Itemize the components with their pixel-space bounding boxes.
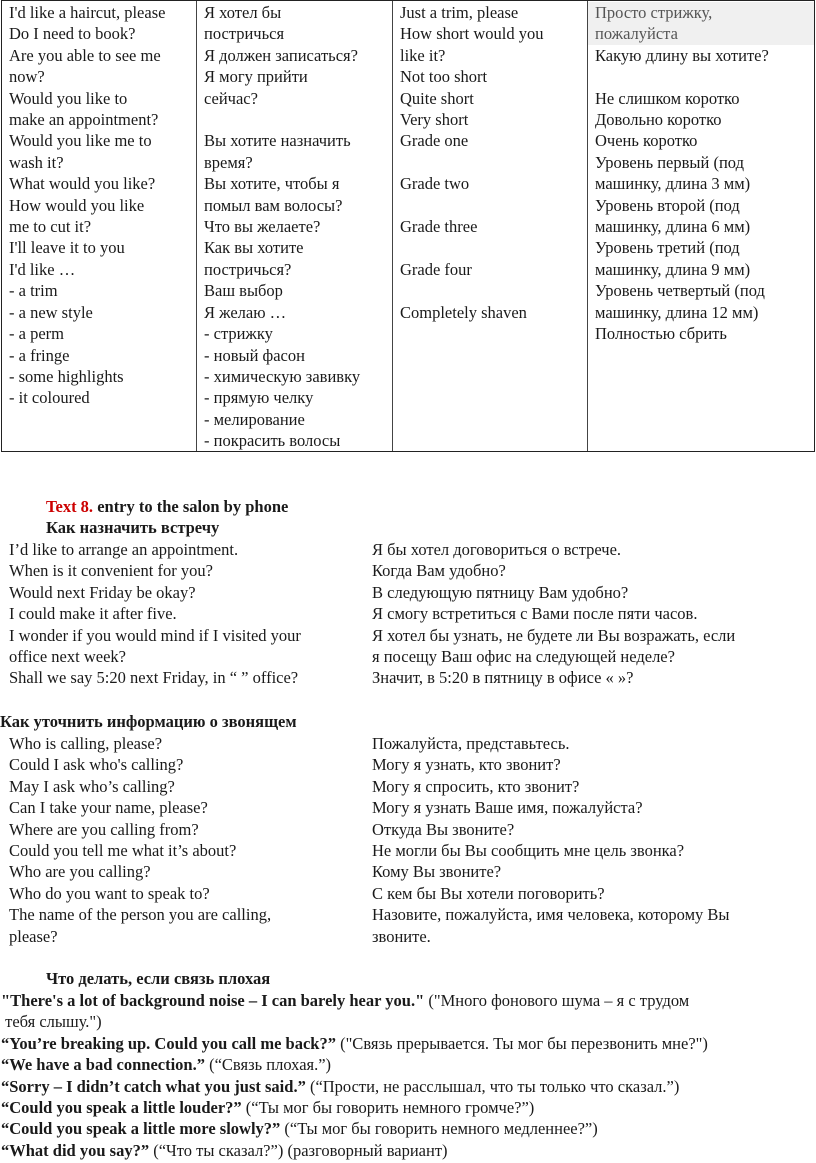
table-cell-line: Я хотел бы [204,3,282,22]
table-cell-line: - покрасить волосы [204,431,341,451]
table-cell-line: - прямую челку [204,388,314,408]
bad-connection-heading: Что делать, если связь плохая [46,969,271,988]
table-cell-line: I'd like a haircut, please [9,3,166,22]
table-cell-line: How would you like [9,195,145,215]
table-cell-line: - a perm [9,324,64,344]
table-cell-line: Not too short [400,67,488,87]
list-item [1,1054,708,1075]
table-cell-line [400,152,587,173]
phrase-english: “What did you say?” [1,1140,150,1160]
table-cell-line: Что вы желаете? [204,217,321,237]
table-cell-line: Just a trim, please [400,3,519,22]
table-cell-line: Не слишком коротко [595,88,740,108]
table-cell-line: Ваш выбор [204,281,283,301]
caller-heading: Как уточнить информацию о звонящем [0,712,297,731]
phrase-russian: Я бы хотел договориться о встрече. [372,540,622,559]
table-cell-line: Would you like to [9,88,128,108]
phrase-english: Could you tell me what it’s about? [9,841,237,861]
list-item [1,990,708,1011]
table-cell-line: now? [9,67,45,87]
table-cell-line: Как вы хотите [204,238,304,258]
phrase-english: Where are you calling from? [9,819,199,839]
table-cell-line: What would you like? [9,174,156,194]
table-cell-line: Уровень первый (под [595,152,744,172]
table-cell-line [204,109,392,130]
table-cell-line: машинку, длина 6 мм) [595,217,751,237]
phrase-english: Could I ask who's calling? [9,755,184,775]
phrase-russian: Могу я спросить, кто звонит? [372,776,580,796]
table-cell-line: I'll leave it to you [9,238,125,258]
phrase-english: Who are you calling? [9,862,151,882]
table-cell-line: - a fringe [9,345,70,365]
table-cell-line: Grade three [400,217,478,237]
table-col-russian-answers [588,1,814,451]
phrase-russian: Я хотел бы узнать, не будете ли Вы возражать, если [372,625,736,645]
table-cell-line: Completely shaven [400,302,527,322]
table-cell-line: Просто стрижку, [595,3,713,22]
phrase-russian: (“Что ты сказал?”) (разговорный вариант) [149,1140,448,1160]
table-cell-line: Quite short [400,88,474,108]
table-cell-line: Вы хотите назначить [204,131,351,151]
table-cell-line: Я должен записаться? [204,45,358,65]
table-cell-line: машинку, длина 9 мм) [595,259,751,279]
list-item [1,1118,708,1139]
phrase-russian: ("Много фонового шума – я с трудом [424,991,690,1010]
phrase-russian: (“Ты мог бы говорить немного громче?”) [241,1098,535,1118]
table-cell-line: Do I need to book? [9,24,136,44]
table-cell-line: - a trim [9,281,58,301]
table-cell-line: Grade two [400,174,470,194]
section-title-text: entry to the salon by phone [93,497,289,516]
table-cell-line: - мелирование [204,409,305,429]
table-cell-line: машинку, длина 3 мм) [595,174,751,194]
table-cell-line: Very short [400,110,469,130]
phrase-english: “Could you speak a little louder?” [1,1098,242,1118]
phrase-russian: Могу я узнать, кто звонит? [372,755,561,775]
phrase-russian: Назовите, пожалуйста, имя человека, которому Вы [372,905,730,925]
text-number-label: Text 8. [46,497,94,516]
phrase-english: Can I take your name, please? [9,798,208,818]
table-cell-line: Уровень третий (под [595,238,740,258]
phrase-russian: Не могли бы Вы сообщить мне цель звонка? [372,841,685,861]
phrase-table [1,0,815,452]
phrase-russian: Я смогу встретиться с Вами после пяти часов. [372,604,698,624]
table-col-russian-questions [197,1,393,451]
phrase-russian: тебя слышу.") [5,1012,102,1032]
table-cell-line: Grade one [400,131,469,151]
table-cell-line: сейчас? [204,88,258,108]
phrase-english: May I ask who’s calling? [9,776,175,796]
table-cell-line: машинку, длина 12 мм) [595,302,759,322]
table-cell-line [400,237,587,258]
phrase-russian: В следующую пятницу Вам удобно? [372,582,629,602]
table-cell-line: How short would you [400,24,544,44]
list-item [1,1076,708,1097]
table-cell-line: Я желаю … [204,302,287,322]
phrase-russian: Пожалуйста, представьтесь. [372,734,570,753]
table-cell-line: - some highlights [9,366,124,386]
table-col-english-questions [2,1,197,451]
table-col-english-answers [393,1,588,451]
phrase-russian: Откуда Вы звоните? [372,819,515,839]
table-cell-line: - новый фасон [204,345,305,365]
phrase-russian: (“Ты мог бы говорить немного медленнее?”) [280,1119,598,1139]
phrase-russian: я посещу Ваш офис на следующей неделе? [372,647,675,667]
table-cell-line [595,66,814,87]
appointment-russian-list [372,539,735,689]
phrase-english: "There's a lot of background noise – I can barely hear you." [1,991,425,1010]
table-cell-line: wash it? [9,152,64,172]
table-cell-line: Would you like me to [9,131,152,151]
phrase-english: office next week? [9,647,126,667]
table-cell-line: Полностью сбрить [595,324,727,344]
table-cell-line: - it coloured [9,388,90,408]
phrase-russian: Когда Вам удобно? [372,561,506,581]
phrase-english: I’d like to arrange an appointment. [9,540,239,559]
phrase-russian: звоните. [372,926,431,946]
phrase-english: I wonder if you would mind if I visited your [9,625,301,645]
table-cell-line: помыл вам волосы? [204,195,343,215]
bad-connection-list [1,990,708,1161]
phrase-russian: Могу я узнать Ваше имя, пожалуйста? [372,798,643,818]
list-item [1,1140,708,1161]
phrase-english: When is it convenient for you? [9,561,213,581]
list-item [1,1033,708,1054]
table-cell-line: me to cut it? [9,217,92,237]
table-cell-line: постричься [204,24,285,44]
phrase-english: The name of the person you are calling, [9,905,272,925]
list-item [1,1097,708,1118]
table-col-russian-answers-list [595,45,814,345]
table-cell-line [400,195,587,216]
table-cell-line: - a new style [9,302,93,322]
phrase-english: “Sorry – I didn’t catch what you just said.” [1,1076,306,1096]
table-cell-line: время? [204,152,253,172]
table-cell-line: Довольно коротко [595,110,722,130]
table-cell-line: Уровень второй (под [595,195,740,215]
phrase-english: “We have a bad connection.” [1,1055,205,1075]
shaded-cell [588,2,814,45]
table-cell-line: пожалуйста [595,24,678,44]
table-cell-line: постричься? [204,259,292,279]
phrase-english: Would next Friday be okay? [9,582,196,602]
table-cell-line: like it? [400,45,446,65]
table-cell-line: - стрижку [204,324,273,344]
table-cell-line: Уровень четвертый (под [595,281,765,301]
table-cell-line: Grade four [400,259,472,279]
phrase-english: Who do you want to speak to? [9,883,210,903]
appointment-heading: Как назначить встречу [46,518,220,537]
phrase-russian: (“Прости, не расслышал, что ты только что сказал.”) [305,1076,680,1096]
phrase-russian: Значит, в 5:20 в пятницу в офисе « »? [372,668,634,688]
phrase-english: “Could you speak a little more slowly?” [1,1119,281,1139]
phrase-russian: (“Связь плохая.”) [204,1055,332,1075]
phrase-russian: Кому Вы звоните? [372,862,502,882]
table-cell-line: I'd like … [9,259,76,279]
table-cell-line: Какую длину вы хотите? [595,45,769,65]
phrase-english: Shall we say 5:20 next Friday, in “ ” office? [9,668,299,688]
table-cell-line: - химическую завивку [204,366,361,386]
table-cell-line [400,280,587,301]
phrase-english: I could make it after five. [9,604,177,624]
table-cell-line: Are you able to see me [9,45,161,65]
caller-russian-list [372,733,729,947]
caller-english-list [9,733,271,947]
table-cell-line: make an appointment? [9,110,159,130]
phrase-russian: С кем бы Вы хотели поговорить? [372,883,605,903]
section-title [46,496,288,517]
phrase-english: please? [9,926,58,946]
table-cell-line: Я могу прийти [204,67,308,87]
phrase-russian: ("Связь прерывается. Ты мог бы перезвонить мне?") [335,1033,708,1053]
list-item [1,1011,708,1032]
table-cell-line: Очень коротко [595,131,698,151]
table-cell-line: Вы хотите, чтобы я [204,174,340,194]
phrase-english: Who is calling, please? [9,734,163,753]
phrase-english: “You’re breaking up. Could you call me back?” [1,1033,336,1053]
appointment-english-list [9,539,301,689]
